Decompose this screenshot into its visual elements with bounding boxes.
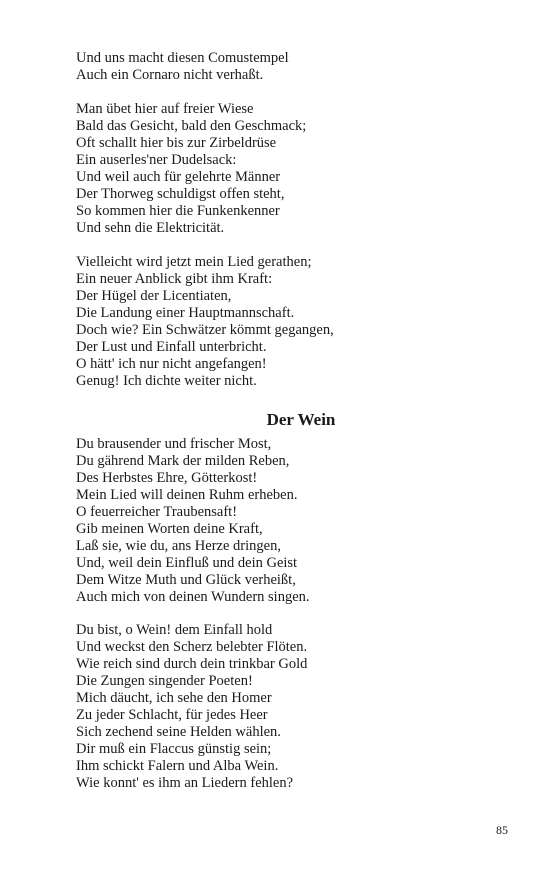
stanza bbox=[76, 50, 289, 84]
verse-line: Du gährend Mark der milden Reben, bbox=[76, 453, 290, 469]
verse-line: Du bist, o Wein! dem Einfall hold bbox=[76, 622, 273, 638]
verse-line: Sich zechend seine Helden wählen. bbox=[76, 724, 281, 740]
verse-line: Genug! Ich dichte weiter nicht. bbox=[76, 373, 257, 389]
verse-line: Und, weil dein Einfluß und dein Geist bbox=[76, 555, 298, 571]
verse-line: Der Lust und Einfall unterbricht. bbox=[76, 339, 267, 355]
verse-line: Und weckst den Scherz belebter Flöten. bbox=[76, 639, 308, 655]
verse-line: O feuerreicher Traubensaft! bbox=[76, 504, 238, 520]
stanza bbox=[76, 101, 306, 237]
verse-line: Oft schallt hier bis zur Zirbeldrüse bbox=[76, 135, 277, 151]
verse-line: Und weil auch für gelehrte Männer bbox=[76, 169, 281, 185]
verse-line: Wie konnt' es ihm an Liedern fehlen? bbox=[76, 775, 294, 791]
verse-line: So kommen hier die Funkenkenner bbox=[76, 203, 280, 219]
verse-line: Ihm schickt Falern und Alba Wein. bbox=[76, 758, 279, 774]
verse-line: Man übet hier auf freier Wiese bbox=[76, 101, 254, 117]
verse-line: Die Zungen singender Poeten! bbox=[76, 673, 253, 689]
page-number: 85 bbox=[496, 823, 508, 837]
verse-line: Wie reich sind durch dein trinkbar Gold bbox=[76, 656, 308, 672]
verse-line: O hätt' ich nur nicht angefangen! bbox=[76, 356, 267, 372]
stanza bbox=[76, 254, 334, 390]
verse-line: Bald das Gesicht, bald den Geschmack; bbox=[76, 118, 307, 134]
verse-line: Des Herbstes Ehre, Götterkost! bbox=[76, 470, 258, 486]
verse-line: Der Thorweg schuldigst offen steht, bbox=[76, 186, 285, 202]
verse-line: Und uns macht diesen Comustempel bbox=[76, 50, 289, 66]
verse-line: Auch mich von deinen Wundern singen. bbox=[76, 589, 310, 605]
poem-title: Der Wein bbox=[266, 410, 336, 429]
verse-line: Ein auserles'ner Dudelsack: bbox=[76, 152, 237, 168]
verse-line: Zu jeder Schlacht, für jedes Heer bbox=[76, 707, 268, 723]
verse-line: Die Landung einer Hauptmannschaft. bbox=[76, 305, 295, 321]
stanza bbox=[76, 622, 307, 792]
verse-line: Dir muß ein Flaccus günstig sein; bbox=[76, 741, 272, 757]
verse-line: Vielleicht wird jetzt mein Lied gerathen; bbox=[76, 254, 312, 270]
verse-line: Laß sie, wie du, ans Herze dringen, bbox=[76, 538, 281, 554]
verse-line: Auch ein Cornaro nicht verhaßt. bbox=[76, 67, 264, 83]
verse-line: Gib meinen Worten deine Kraft, bbox=[76, 521, 263, 537]
verse-line: Ein neuer Anblick gibt ihm Kraft: bbox=[76, 271, 273, 287]
verse-line: Mein Lied will deinen Ruhm erheben. bbox=[76, 487, 298, 503]
verse-line: Der Hügel der Licentiaten, bbox=[76, 288, 232, 304]
verse-line: Du brausender und frischer Most, bbox=[76, 436, 272, 452]
verse-line: Mich däucht, ich sehe den Homer bbox=[76, 690, 272, 706]
verse-line: Dem Witze Muth und Glück verheißt, bbox=[76, 572, 296, 588]
verse-line: Und sehn die Elektricität. bbox=[76, 220, 225, 236]
verse-line: Doch wie? Ein Schwätzer kömmt gegangen, bbox=[76, 322, 334, 338]
stanza bbox=[76, 436, 310, 606]
